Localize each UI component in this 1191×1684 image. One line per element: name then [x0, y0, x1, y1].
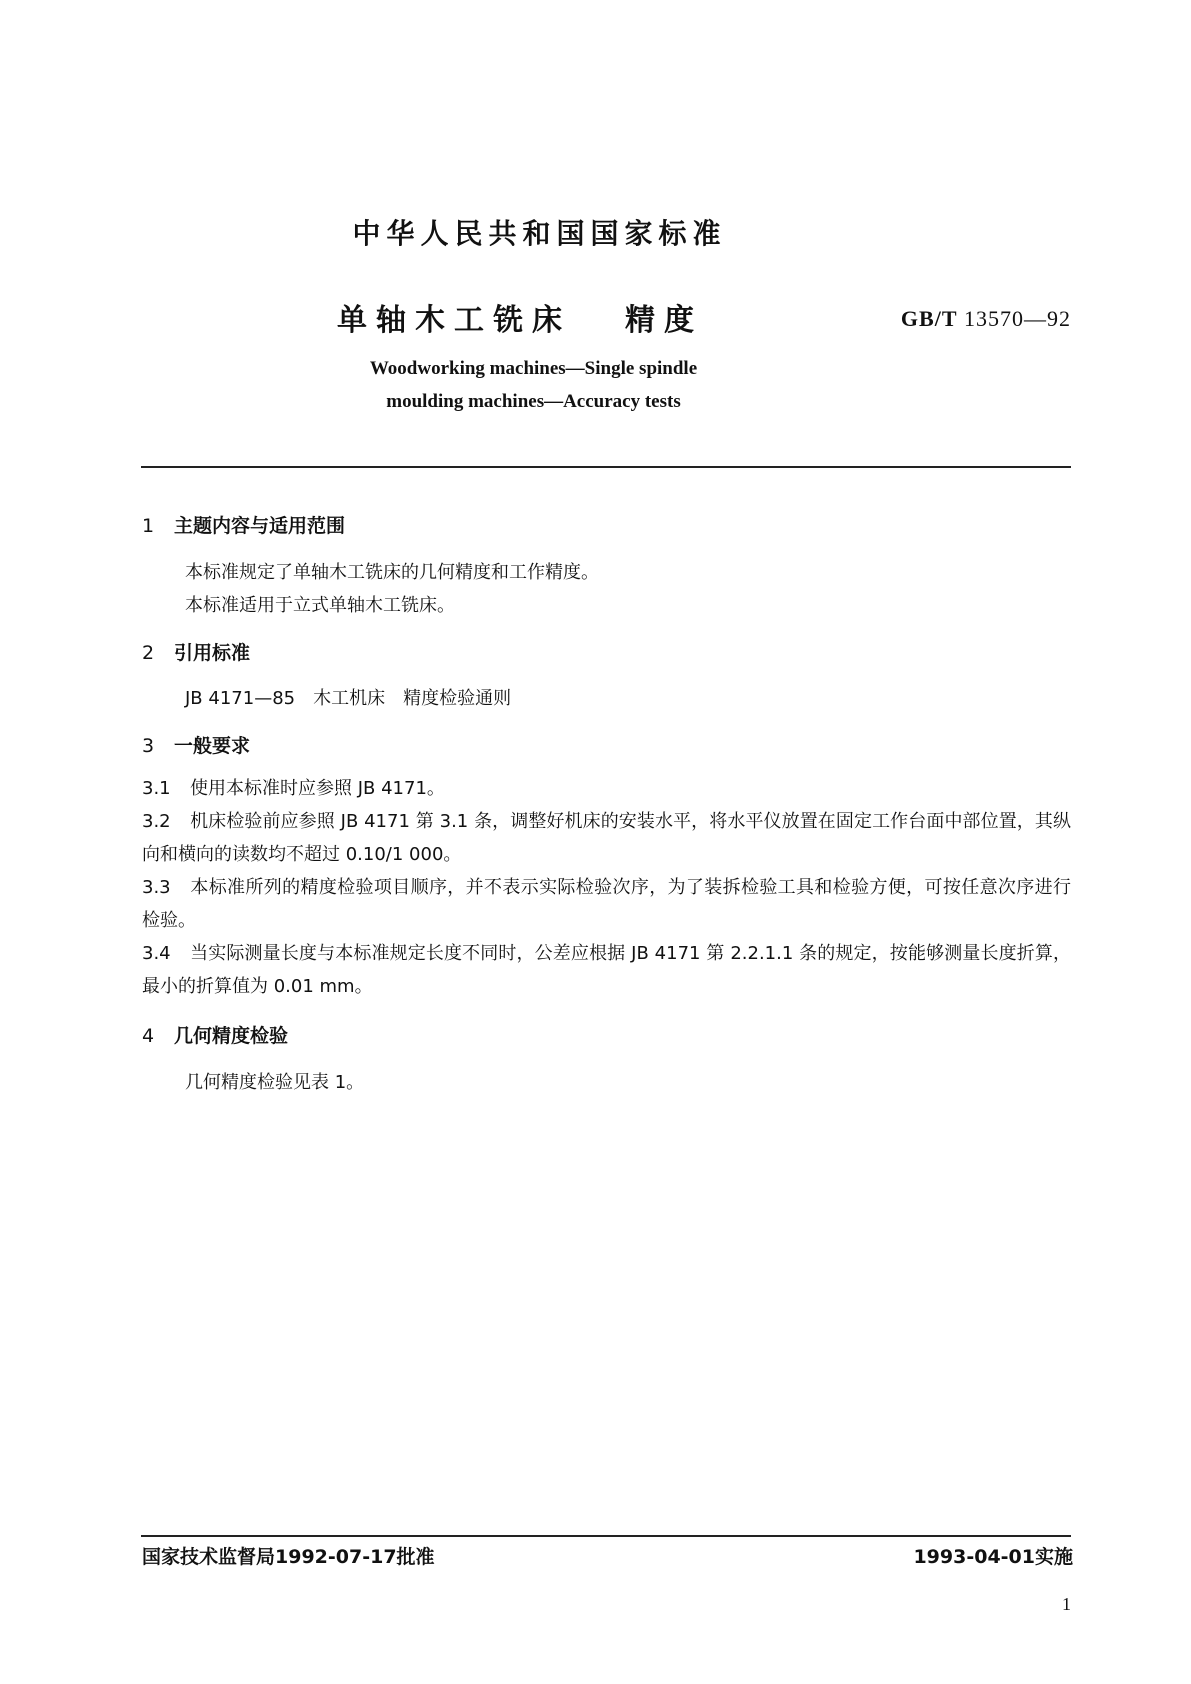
standard-prefix: GB/T	[900, 306, 958, 331]
section-3-heading	[142, 731, 250, 758]
section-1-paragraph-2: 本标准适用于立式单轴木工铣床。	[185, 595, 455, 616]
section-number: 2	[142, 642, 155, 664]
section-4-paragraph-1: 几何精度检验见表 1。	[185, 1072, 365, 1093]
standard-code: 13570—92	[964, 306, 1071, 331]
approval-date: 国家技术监督局1992-07-17批准	[142, 1546, 435, 1568]
clause-3-1	[142, 772, 1071, 805]
clause-number: 3.3	[142, 877, 171, 898]
clause-number: 3.1	[142, 778, 171, 799]
document-title-en-line1: Woodworking machines—Single spindle	[369, 358, 698, 379]
clause-3-3	[142, 871, 1071, 937]
section-number: 4	[142, 1025, 155, 1047]
national-standard-heading: 中华人民共和国国家标准	[352, 217, 727, 250]
section-2-paragraph-1: JB 4171—85 木工机床 精度检验通则	[185, 688, 512, 709]
clause-3-2	[142, 805, 1071, 871]
section-number: 3	[142, 735, 155, 757]
clause-number: 3.4	[142, 943, 171, 964]
footer-divider	[141, 1535, 1071, 1537]
section-title: 引用标准	[174, 642, 251, 664]
section-title: 几何精度检验	[174, 1025, 289, 1047]
clause-text: 使用本标准时应参照 JB 4171。	[190, 778, 445, 799]
section-2-heading	[142, 638, 250, 665]
page-number: 1	[1062, 1594, 1071, 1614]
document-title-cn-suffix: 精度	[625, 303, 703, 338]
clause-text: 本标准所列的精度检验项目顺序，并不表示实际检验次序，为了装拆检验工具和检验方便，可按任意次序进行检验。	[142, 877, 1071, 931]
section-4-heading	[142, 1021, 288, 1048]
section-number: 1	[142, 515, 155, 537]
clause-text: 当实际测量长度与本标准规定长度不同时，公差应根据 JB 4171 第 2.2.1.1 条的规定，按能够测量长度折算，最小的折算值为 0.01 mm。	[142, 943, 1071, 997]
section-title: 一般要求	[174, 735, 251, 757]
clause-number: 3.2	[142, 811, 171, 832]
header-divider	[141, 466, 1071, 468]
section-1-heading	[142, 511, 345, 538]
clause-3-4	[142, 937, 1071, 1003]
section-1-paragraph-1: 本标准规定了单轴木工铣床的几何精度和工作精度。	[185, 562, 599, 583]
document-title-en-line2: moulding machines—Accuracy tests	[386, 391, 681, 412]
document-title-cn: 单轴木工铣床	[337, 303, 571, 338]
implementation-date: 1993-04-01实施	[913, 1546, 1073, 1568]
section-title: 主题内容与适用范围	[174, 515, 346, 537]
clause-text: 机床检验前应参照 JB 4171 第 3.1 条，调整好机床的安装水平，将水平仪放置在固定工作台面中部位置，其纵向和横向的读数均不超过 0.10/1 000。	[142, 811, 1071, 865]
standard-number	[901, 306, 1071, 332]
